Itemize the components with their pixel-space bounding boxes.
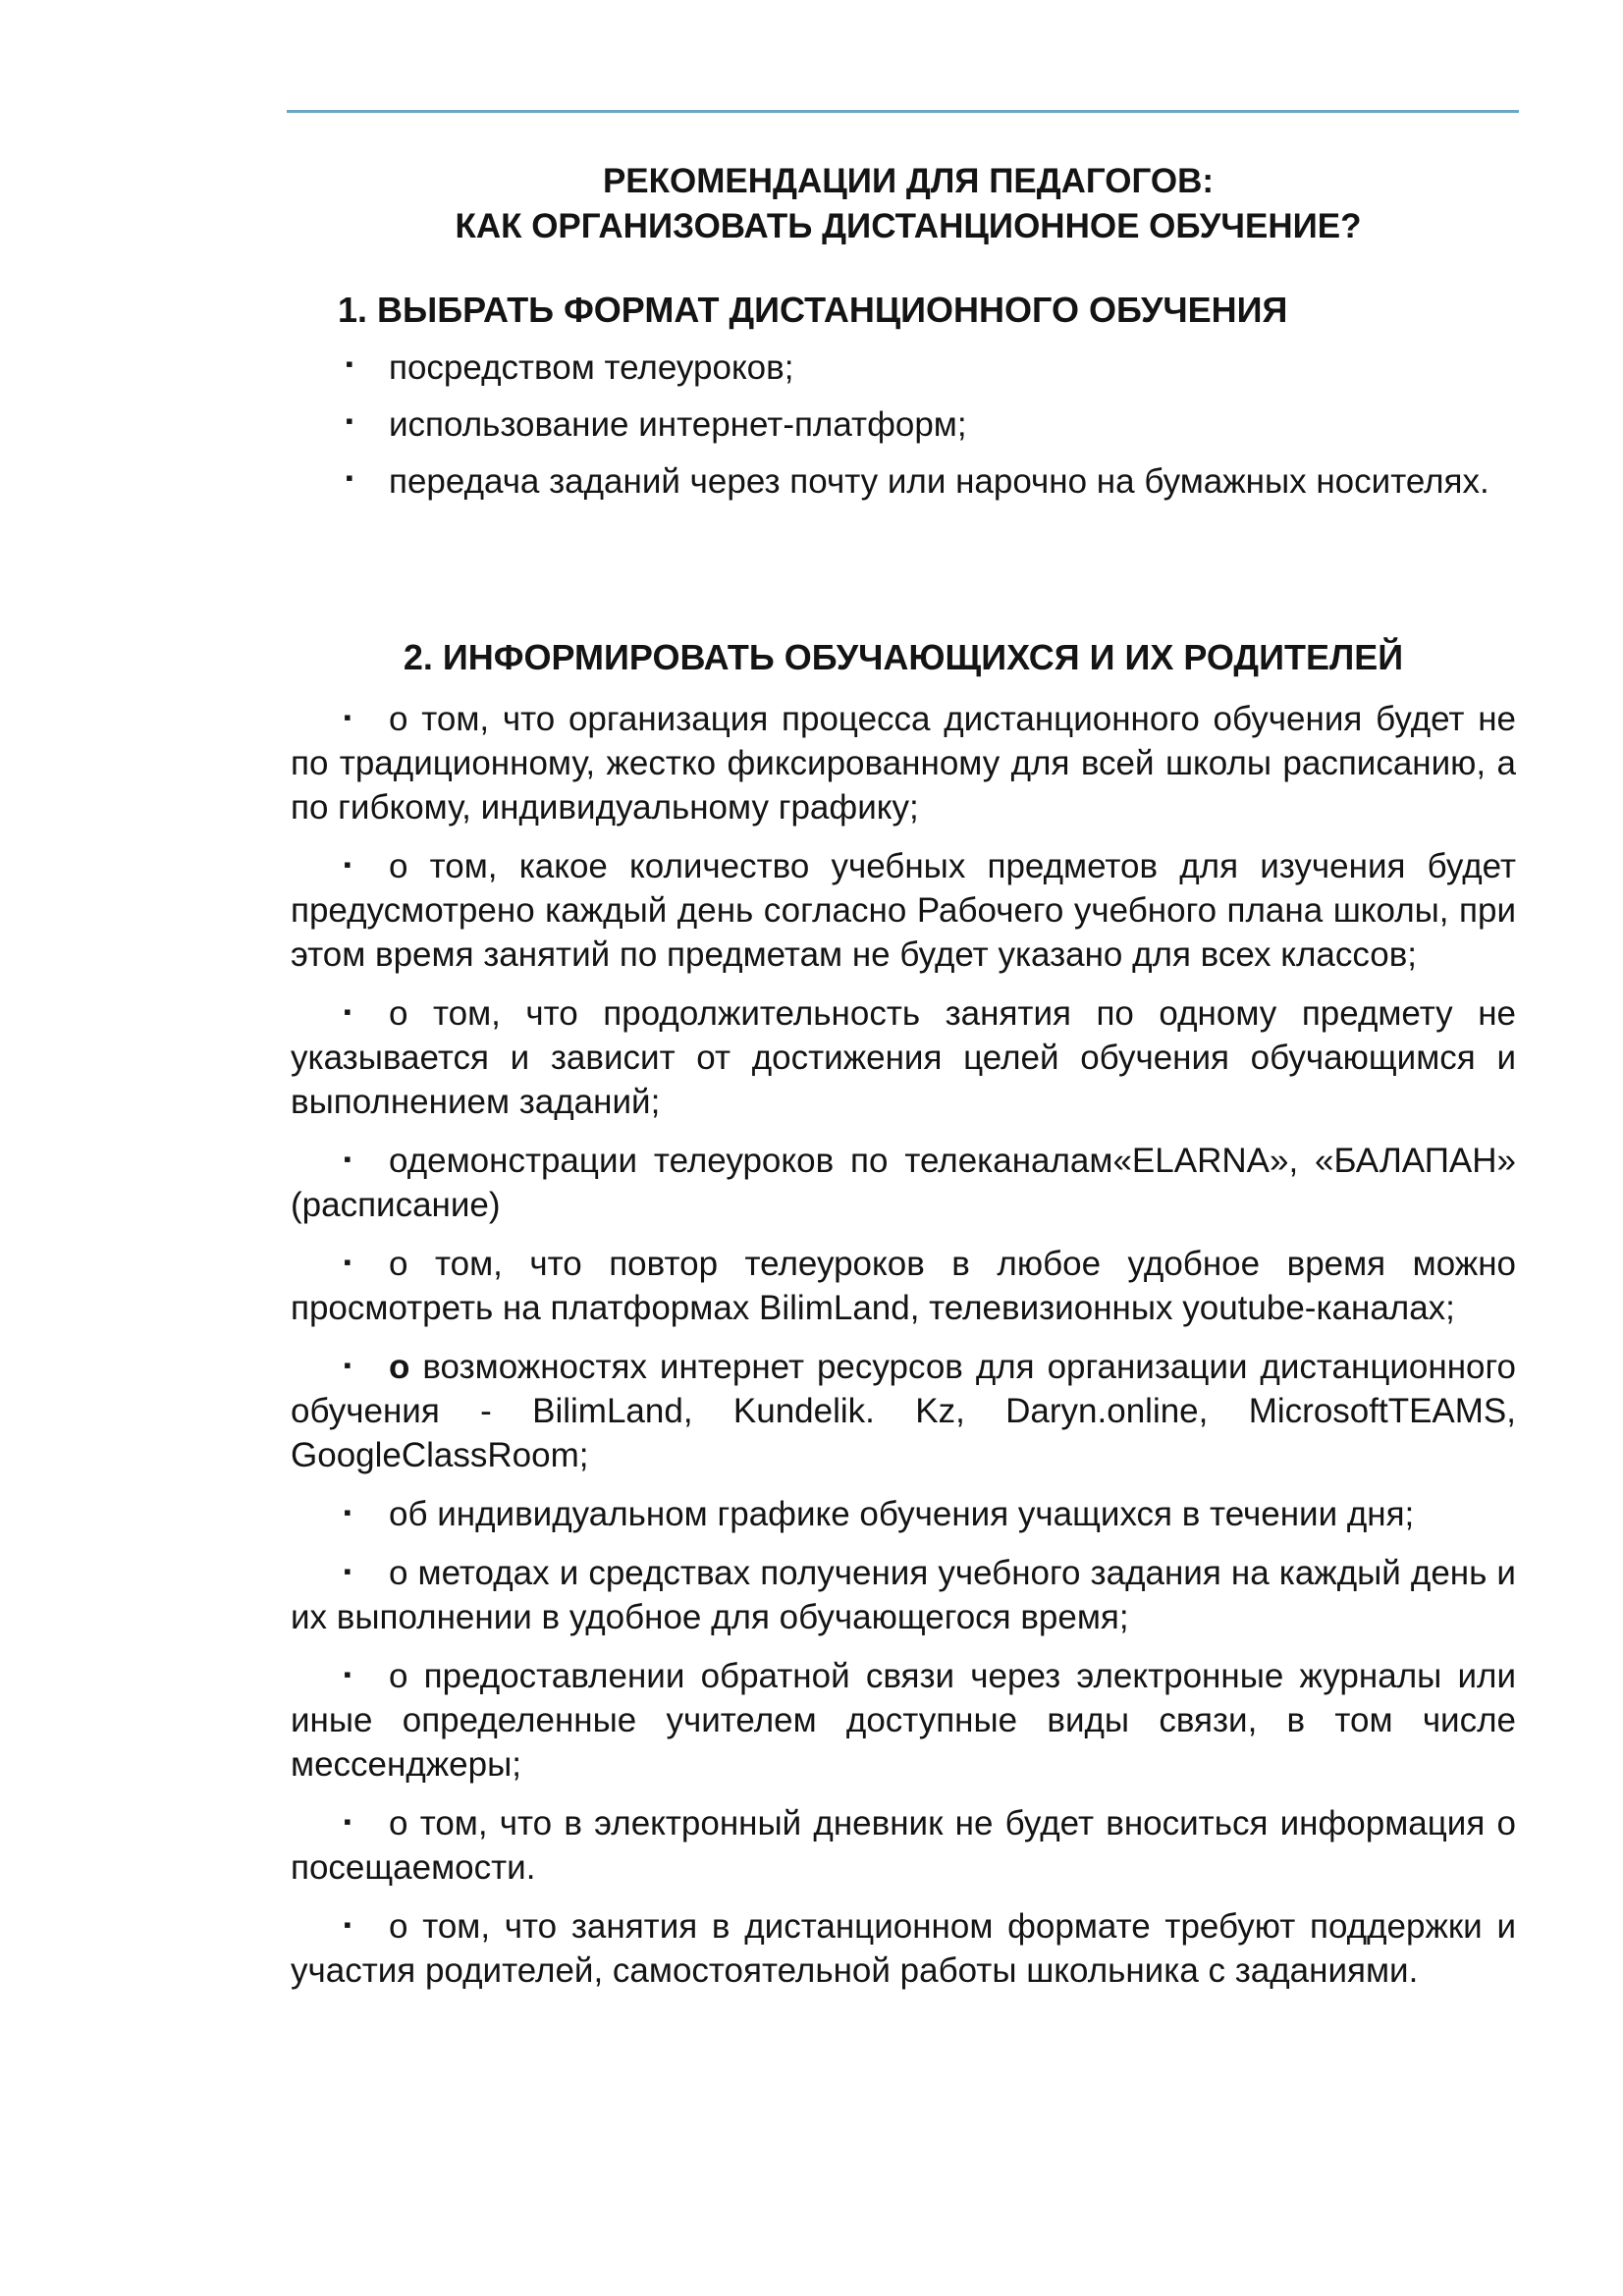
top-divider-line <box>287 110 1519 113</box>
list-item <box>291 1549 1516 1639</box>
section-2-heading: 2. ИНФОРМИРОВАТЬ ОБУЧАЮЩИХСЯ И ИХ РОДИТЕЛЕЙ <box>403 637 1404 677</box>
list-item-text: о том, что продолжительность занятия по одному предмету не указывается и зависит от достижения целей обучения обучающимся и выполнением заданий; <box>291 994 1516 1121</box>
list-item <box>291 459 1516 504</box>
list-item-text: о том, что занятия в дистанционном формате требуют поддержки и участия родителей, самостоятельной работы школьника с заданиями. <box>291 1907 1516 1990</box>
list-item <box>291 842 1516 977</box>
list-item <box>291 346 1516 390</box>
list-item-text: о том, что повтор телеуроков в любое удобное время можно просмотреть на платформах BilimLand, телевизионных youtube-каналах; <box>291 1245 1516 1327</box>
square-bullet-icon: ▪ <box>344 1559 352 1583</box>
square-bullet-icon: ▪ <box>344 999 352 1024</box>
list-item <box>291 1652 1516 1787</box>
square-bullet-icon: ▪ <box>344 1250 352 1274</box>
list-item-prefix: о <box>389 1348 410 1386</box>
list-item <box>291 1137 1516 1227</box>
list-item <box>291 1799 1516 1890</box>
square-bullet-icon: ▪ <box>344 1353 352 1377</box>
square-bullet-icon: ▪ <box>346 351 353 376</box>
square-bullet-icon: ▪ <box>346 408 353 433</box>
list-item <box>291 1343 1516 1477</box>
section-1-list <box>291 346 1516 504</box>
section-2 <box>291 636 1516 2005</box>
square-bullet-icon: ▪ <box>344 1809 352 1834</box>
list-item-text: возможностях интернет ресурсов для организации дистанционного обучения - BilimLand, Kundelik. Kz, Daryn.online, MicrosoftTEAMS, GoogleClassRoom; <box>291 1348 1516 1474</box>
section-1 <box>291 289 1516 516</box>
square-bullet-icon: ▪ <box>344 1912 352 1937</box>
page-title <box>295 159 1522 249</box>
list-item <box>291 695 1516 829</box>
square-bullet-icon: ▪ <box>346 465 353 490</box>
list-item-text: о том, что организация процесса дистанционного обучения будет не по традиционному, жестко фиксированному для всей школы расписанию, а по гибкому, индивидуальному графику; <box>291 700 1516 827</box>
list-item-text: передача заданий через почту или нарочно на бумажных носителях. <box>389 462 1489 501</box>
list-item-text: о том, что в электронный дневник не будет вноситься информация о посещаемости. <box>291 1804 1516 1887</box>
list-item-text: о методах и средствах получения учебного задания на каждый день и их выполнении в удобное для обучающегося время; <box>291 1554 1516 1636</box>
square-bullet-icon: ▪ <box>344 705 352 729</box>
section-2-list <box>291 695 1516 1993</box>
list-item-text: использование интернет-платформ; <box>389 405 967 444</box>
square-bullet-icon: ▪ <box>344 1662 352 1686</box>
list-item <box>291 402 1516 447</box>
list-item <box>291 1240 1516 1330</box>
square-bullet-icon: ▪ <box>344 1500 352 1524</box>
square-bullet-icon: ▪ <box>344 1147 352 1171</box>
list-item-text: о том, какое количество учебных предметов для изучения будет предусмотрено каждый день согласно Рабочего учебного плана школы, при этом время занятий по предметам не будет указано для всех классов; <box>291 847 1516 974</box>
list-item <box>291 1902 1516 1993</box>
list-item-text: о предоставлении обратной связи через электронные журналы или иные определенные учителем доступные виды связи, в том числе мессенджеры; <box>291 1657 1516 1784</box>
title-line-2: КАК ОРГАНИЗОВАТЬ ДИСТАНЦИОННОЕ ОБУЧЕНИЕ? <box>455 207 1362 245</box>
section-1-heading: 1. ВЫБРАТЬ ФОРМАТ ДИСТАНЦИОННОГО ОБУЧЕНИЯ <box>338 290 1288 330</box>
list-item-text: посредством телеуроков; <box>389 348 794 387</box>
list-item <box>291 1490 1516 1536</box>
list-item-text: об индивидуальном графике обучения учащихся в течении дня; <box>389 1495 1415 1533</box>
title-line-1: РЕКОМЕНДАЦИИ ДЛЯ ПЕДАГОГОВ: <box>602 162 1215 200</box>
list-item <box>291 989 1516 1124</box>
square-bullet-icon: ▪ <box>344 852 352 877</box>
list-item-text: одемонстрации телеуроков по телеканалам«ELARNA», «БАЛАПАН» (расписание) <box>291 1142 1516 1224</box>
